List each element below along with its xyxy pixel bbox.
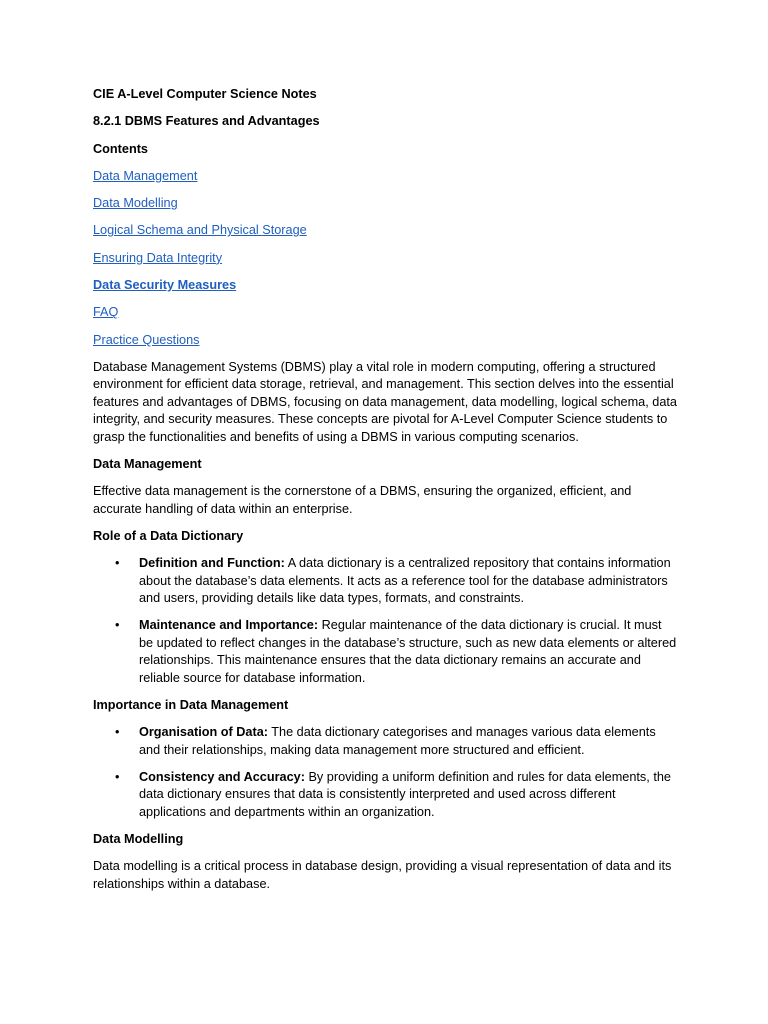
list-item-term: Consistency and Accuracy: [139, 769, 305, 784]
list-item [93, 769, 677, 821]
data-modelling-paragraph: Data modelling is a critical process in database design, providing a visual representation of data and its relationships within a database. [93, 859, 672, 891]
toc-link-data-management[interactable]: Data Management [93, 168, 198, 183]
intro-paragraph: Database Management Systems (DBMS) play a vital role in modern computing, offering a structured environment for efficient data storage, retrieval, and management. This section delves into the essential features and advantages of DBMS, focusing on data management, data modelling, logical schema, data integrity, and security measures. These concepts are pivotal for A-Level Computer Science students to grasp the functionalities and benefits of using a DBMS in various computing scenarios. [93, 359, 677, 444]
list-item [93, 555, 677, 607]
list-item-term: Maintenance and Importance: [139, 618, 319, 633]
list-item-text: Regular maintenance of the data dictionary is crucial. It must be updated to reflect changes in the database’s structure, such as new data elements or altered relationships. This maintenance ensures that the data dictionary remains an accurate and reliable source for database information. [139, 618, 677, 685]
data-management-paragraph: Effective data management is the cornerstone of a DBMS, ensuring the organized, efficient, and accurate handling of data within an enterprise. [93, 484, 632, 516]
list-item-text: By providing a uniform definition and rules for data elements, the data dictionary ensures that data is consistently interpreted and used across different applications and departments within an organization. [139, 769, 671, 819]
document-title: CIE A-Level Computer Science Notes [93, 87, 317, 101]
data-management-heading: Data Management [93, 456, 202, 471]
list-item-text: The data dictionary categorises and manages various data elements and their relationships, making data management more structured and efficient. [139, 725, 656, 757]
importance-heading: Importance in Data Management [93, 697, 289, 712]
list-item [93, 617, 677, 687]
contents-heading: Contents [93, 141, 148, 156]
list-item-term: Definition and Function: [139, 556, 285, 571]
toc-link-data-integrity[interactable]: Ensuring Data Integrity [93, 250, 223, 265]
table-of-contents [93, 168, 677, 349]
toc-link-faq[interactable]: FAQ [93, 305, 119, 320]
document-body [93, 86, 677, 903]
list-item-text: A data dictionary is a centralized repository that contains information about the database’s data elements. It acts as a reference tool for the database administrators and users, providing details like data types, formats, and constraints. [139, 556, 671, 605]
list-item [93, 724, 677, 759]
data-modelling-heading: Data Modelling [93, 831, 184, 846]
toc-link-logical-schema[interactable]: Logical Schema and Physical Storage [93, 223, 307, 238]
toc-link-data-security[interactable]: Data Security Measures [93, 278, 237, 293]
data-dictionary-role-heading: Role of a Data Dictionary [93, 528, 244, 543]
toc-link-data-modelling[interactable]: Data Modelling [93, 196, 178, 211]
data-dictionary-role-list [93, 555, 677, 687]
importance-list [93, 724, 677, 821]
toc-link-practice-questions[interactable]: Practice Questions [93, 332, 200, 347]
list-item-term: Organisation of Data: [139, 725, 268, 740]
section-heading: 8.2.1 DBMS Features and Advantages [93, 114, 320, 129]
